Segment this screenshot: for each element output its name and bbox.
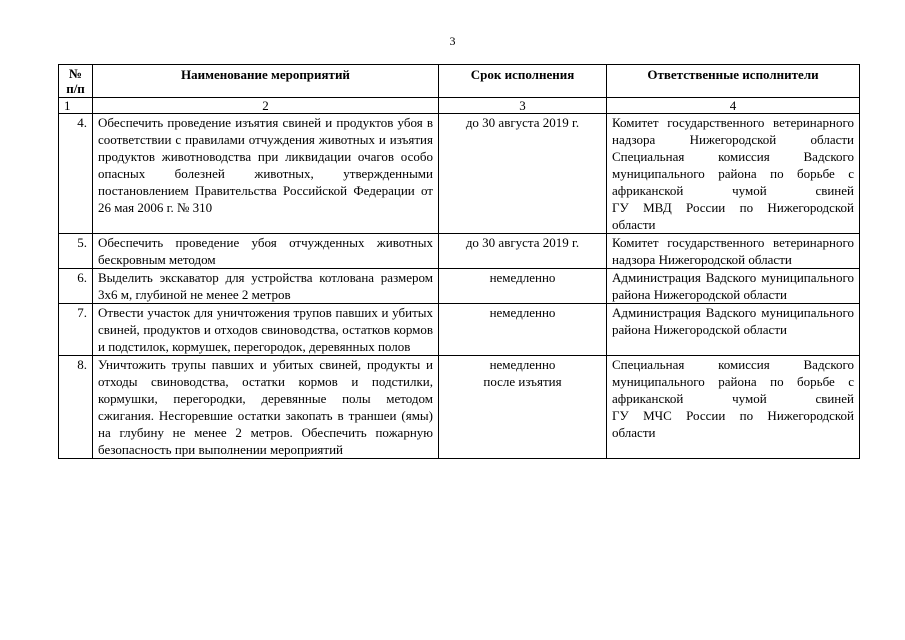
table-row — [59, 356, 860, 459]
table-header-row — [59, 65, 860, 98]
responsible-entry: Администрация Вадского муниципального района Нижегородской области — [612, 305, 854, 337]
measure-term: до 30 августа 2019 г. — [439, 234, 607, 269]
measure-term — [439, 356, 607, 459]
header-num: № п/п — [59, 65, 93, 98]
table-row — [59, 234, 860, 269]
column-index: 4 — [607, 98, 860, 114]
row-number: 8. — [59, 356, 93, 459]
measure-responsible — [607, 114, 860, 234]
responsible-entry: ГУ МВД России по Нижегородской области — [612, 200, 854, 232]
measures-table — [58, 64, 860, 459]
row-number: 5. — [59, 234, 93, 269]
header-term: Срок исполнения — [439, 65, 607, 98]
measure-term: немедленно — [439, 304, 607, 356]
responsible-entry: Комитет государственного ветеринарного надзора Нижегородской области — [612, 235, 854, 267]
term-line: немедленно — [489, 357, 556, 372]
measure-term: до 30 августа 2019 г. — [439, 114, 607, 234]
responsible-entry: ГУ МЧС России по Нижегородской области — [612, 408, 854, 440]
responsible-entry: Комитет государственного ветеринарного надзора Нижегородской области — [612, 115, 854, 147]
measure-name: Обеспечить проведение изъятия свиней и продуктов убоя в соответствии с правилами отчуждения животных и изъятия продуктов животноводства при ликвидации очагов особо опасных болезней животных, утвержденными постановлением Правительства Российской Федерации от 26 мая 2006 г. № 310 — [93, 114, 439, 234]
page-number: 3 — [449, 34, 456, 48]
header-name: Наименование мероприятий — [93, 65, 439, 98]
responsible-entry: Администрация Вадского муниципального района Нижегородской области — [612, 270, 854, 302]
measure-name: Уничтожить трупы павших и убитых свиней, продукты и отходы свиноводства, остатки кормов и подстилки, кормушки, перегородки, деревянные полы методом сжигания. Несгоревшие остатки закопать в траншеи (ямы) на глубину не менее 2 метров. Обеспечить пожарную безопасность при выполнении мероприятий — [93, 356, 439, 459]
header-responsible: Ответственные исполнители — [607, 65, 860, 98]
row-number: 4. — [59, 114, 93, 234]
measure-responsible — [607, 269, 860, 304]
measure-responsible — [607, 304, 860, 356]
responsible-entry: Специальная комиссия Вадского муниципального района по борьбе с африканской чумой свиней — [612, 357, 854, 406]
table-row — [59, 304, 860, 356]
row-number: 6. — [59, 269, 93, 304]
column-index: 3 — [439, 98, 607, 114]
table-row — [59, 114, 860, 234]
measure-responsible — [607, 356, 860, 459]
measure-name: Обеспечить проведение убоя отчужденных животных бескровным методом — [93, 234, 439, 269]
measure-name: Выделить экскаватор для устройства котлована размером 3х6 м, глубиной не менее 2 метров — [93, 269, 439, 304]
column-index: 1 — [59, 98, 93, 114]
column-index: 2 — [93, 98, 439, 114]
measure-term: немедленно — [439, 269, 607, 304]
term-line: после изъятия — [483, 374, 562, 389]
table-row — [59, 269, 860, 304]
measure-responsible — [607, 234, 860, 269]
measure-name: Отвести участок для уничтожения трупов павших и убитых свиней, продуктов и отходов свиноводства, остатков кормов и подстилок, кормушек, перегородок, деревянных полов — [93, 304, 439, 356]
responsible-entry: Специальная комиссия Вадского муниципального района по борьбе с африканской чумой свиней — [612, 149, 854, 198]
row-number: 7. — [59, 304, 93, 356]
column-index-row — [59, 98, 860, 114]
